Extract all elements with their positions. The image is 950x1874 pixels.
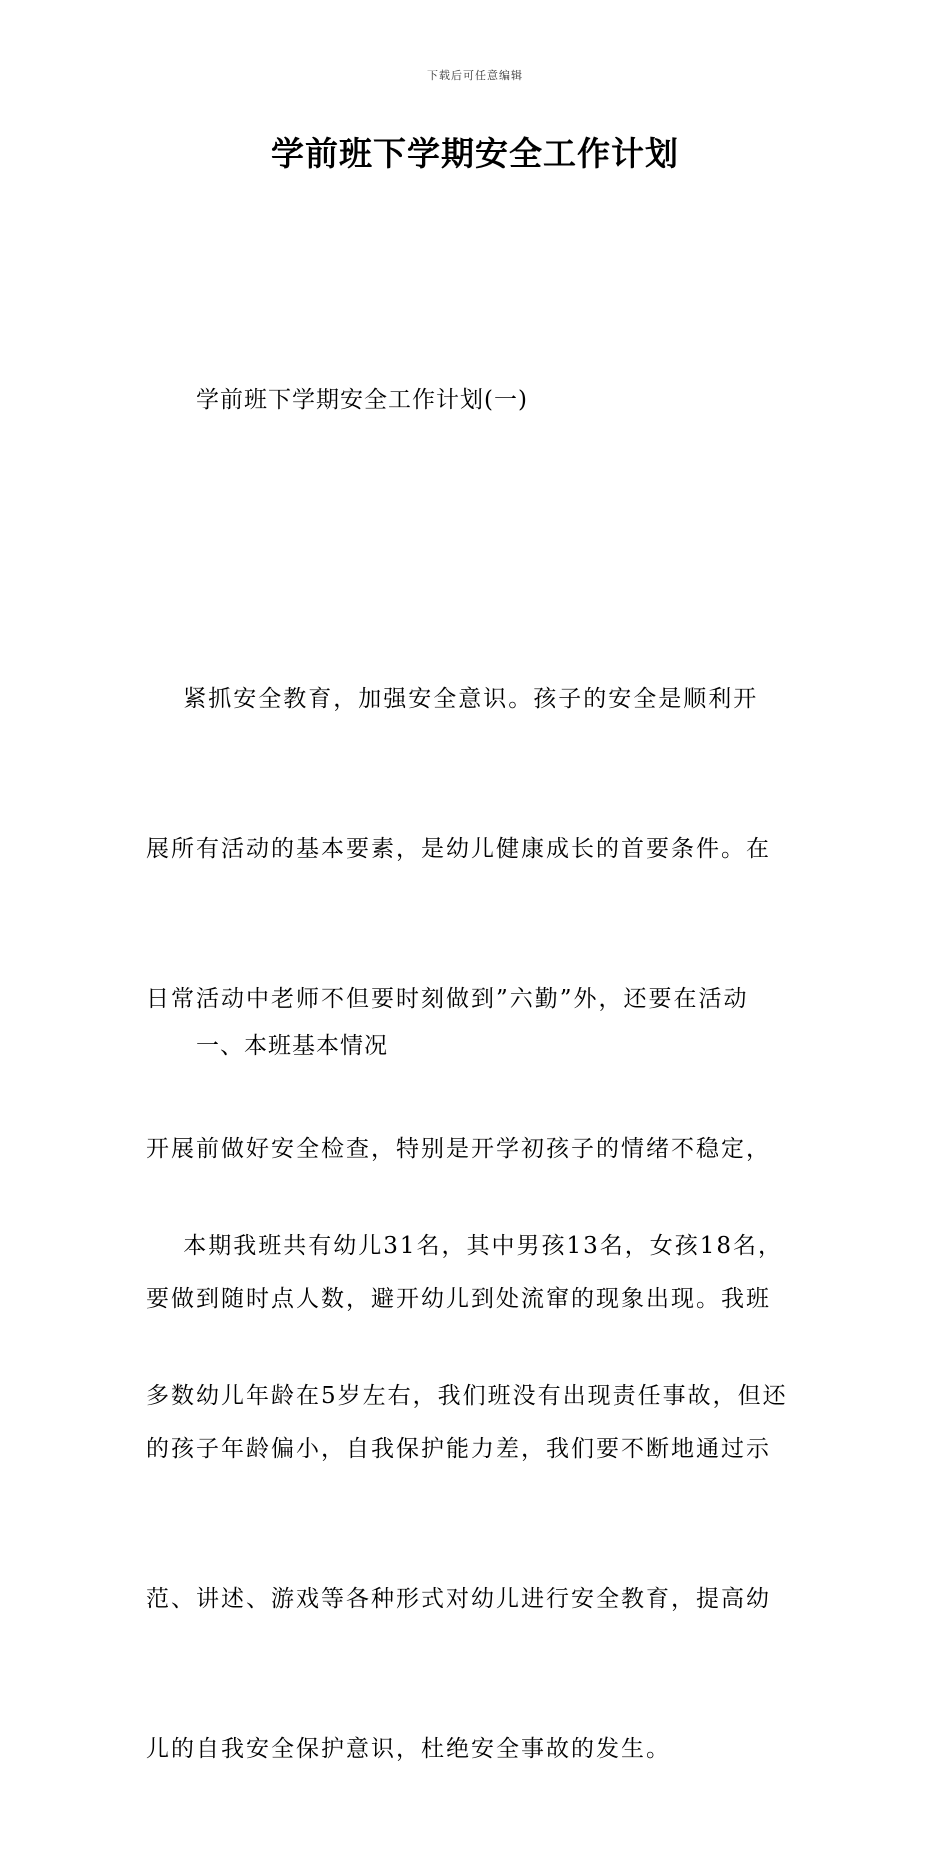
paragraph-2 [146,1121,826,1521]
paragraph-line: 多数幼儿年龄在5岁左右，我们班没有出现责任事故，但还 [146,1383,788,1409]
section-heading: 一、本班基本情况 [196,1033,388,1059]
paragraph-line: 开展前做好安全检查，特别是开学初孩子的情绪不稳定， [146,1136,771,1162]
paragraph-line: 范、讲述、游戏等各种形式对幼儿进行安全教育，提高幼 [146,1586,771,1612]
paragraph-line: 紧抓安全教育，加强安全意识。孩子的安全是顺利开 [146,686,759,712]
paragraph-line: 日常活动中老师不但要时刻做到”六勤”外，还要在活动 [146,986,749,1012]
paragraph-line: 要做到随时点人数，避开幼儿到处流窜的现象出现。我班 [146,1286,771,1312]
paragraph-line: 本期我班共有幼儿31名，其中男孩13名，女孩18名， [146,1233,784,1259]
subtitle: 学前班下学期安全工作计划(一) [196,387,528,413]
header-note: 下载后可任意编辑 [427,69,523,82]
paragraph-line: 的孩子年龄偏小，自我保护能力差，我们要不断地通过示 [146,1436,771,1462]
paragraph-line: 展所有活动的基本要素，是幼儿健康成长的首要条件。在 [146,836,771,862]
paragraph-line: 儿的自我安全保护意识，杜绝安全事故的发生。 [146,1736,671,1762]
page-title: 学前班下学期安全工作计划 [271,134,679,173]
